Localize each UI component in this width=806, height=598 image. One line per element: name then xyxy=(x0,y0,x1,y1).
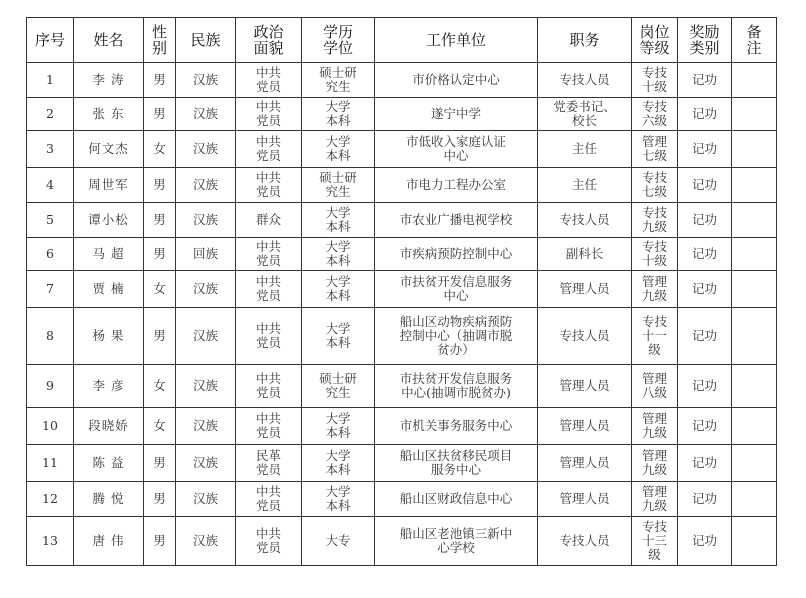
award-table xyxy=(26,17,777,566)
gender-cell: 女 xyxy=(144,131,176,168)
ethnicity-cell: 回族 xyxy=(176,238,236,271)
row-number: 3 xyxy=(27,131,74,168)
award-type-cell: 记功 xyxy=(678,63,732,98)
table-row xyxy=(27,517,777,566)
row-number: 10 xyxy=(27,408,74,445)
remarks-cell xyxy=(732,238,777,271)
header-cell: 奖励 类别 xyxy=(678,18,732,63)
work-unit-cell: 市低收入家庭认证 中心 xyxy=(375,131,538,168)
gender-cell: 女 xyxy=(144,365,176,408)
award-type-cell: 记功 xyxy=(678,445,732,482)
position-cell: 专技人员 xyxy=(538,308,632,365)
remarks-cell xyxy=(732,365,777,408)
person-name: 张 东 xyxy=(74,98,144,131)
ethnicity-cell: 汉族 xyxy=(176,63,236,98)
header-cell: 备 注 xyxy=(732,18,777,63)
position-cell: 专技人员 xyxy=(538,203,632,238)
grade-level-cell: 管理 九级 xyxy=(632,271,678,308)
award-type-cell: 记功 xyxy=(678,308,732,365)
grade-level-cell: 管理 九级 xyxy=(632,408,678,445)
row-number: 12 xyxy=(27,482,74,517)
row-number: 1 xyxy=(27,63,74,98)
political-status-cell: 中共 党员 xyxy=(236,238,302,271)
work-unit-cell: 船山区动物疾病预防 控制中心（抽调市脱 贫办） xyxy=(375,308,538,365)
remarks-cell xyxy=(732,98,777,131)
position-cell: 副科长 xyxy=(538,238,632,271)
gender-cell: 男 xyxy=(144,482,176,517)
ethnicity-cell: 汉族 xyxy=(176,482,236,517)
gender-cell: 男 xyxy=(144,517,176,566)
person-name: 贾 楠 xyxy=(74,271,144,308)
ethnicity-cell: 汉族 xyxy=(176,168,236,203)
remarks-cell xyxy=(732,203,777,238)
political-status-cell: 中共 党员 xyxy=(236,517,302,566)
work-unit-cell: 市农业广播电视学校 xyxy=(375,203,538,238)
political-status-cell: 中共 党员 xyxy=(236,98,302,131)
position-cell: 管理人员 xyxy=(538,271,632,308)
ethnicity-cell: 汉族 xyxy=(176,408,236,445)
education-cell: 大学 本科 xyxy=(302,203,375,238)
political-status-cell: 中共 党员 xyxy=(236,308,302,365)
person-name: 马 超 xyxy=(74,238,144,271)
award-type-cell: 记功 xyxy=(678,98,732,131)
award-type-cell: 记功 xyxy=(678,365,732,408)
remarks-cell xyxy=(732,131,777,168)
political-status-cell: 中共 党员 xyxy=(236,63,302,98)
gender-cell: 男 xyxy=(144,203,176,238)
work-unit-cell: 市扶贫开发信息服务 中心 xyxy=(375,271,538,308)
table-row xyxy=(27,238,777,271)
table-row xyxy=(27,408,777,445)
grade-level-cell: 管理 九级 xyxy=(632,482,678,517)
political-status-cell: 中共 党员 xyxy=(236,408,302,445)
person-name: 陈 益 xyxy=(74,445,144,482)
person-name: 杨 果 xyxy=(74,308,144,365)
table-row xyxy=(27,445,777,482)
position-cell: 专技人员 xyxy=(538,517,632,566)
header-cell: 岗位 等级 xyxy=(632,18,678,63)
gender-cell: 男 xyxy=(144,238,176,271)
position-cell: 管理人员 xyxy=(538,408,632,445)
header-cell: 民族 xyxy=(176,18,236,63)
award-type-cell: 记功 xyxy=(678,482,732,517)
row-number: 8 xyxy=(27,308,74,365)
grade-level-cell: 专技 九级 xyxy=(632,203,678,238)
grade-level-cell: 管理 八级 xyxy=(632,365,678,408)
ethnicity-cell: 汉族 xyxy=(176,517,236,566)
education-cell: 大学 本科 xyxy=(302,445,375,482)
position-cell: 管理人员 xyxy=(538,365,632,408)
header-cell: 姓名 xyxy=(74,18,144,63)
ethnicity-cell: 汉族 xyxy=(176,131,236,168)
ethnicity-cell: 汉族 xyxy=(176,271,236,308)
work-unit-cell: 船山区扶贫移民项目 服务中心 xyxy=(375,445,538,482)
work-unit-cell: 遂宁中学 xyxy=(375,98,538,131)
education-cell: 硕士研 究生 xyxy=(302,63,375,98)
political-status-cell: 群众 xyxy=(236,203,302,238)
gender-cell: 男 xyxy=(144,63,176,98)
table-row xyxy=(27,365,777,408)
person-name: 李 彦 xyxy=(74,365,144,408)
award-type-cell: 记功 xyxy=(678,131,732,168)
ethnicity-cell: 汉族 xyxy=(176,365,236,408)
grade-level-cell: 专技 十级 xyxy=(632,238,678,271)
header-cell: 学历 学位 xyxy=(302,18,375,63)
grade-level-cell: 专技 十三 级 xyxy=(632,517,678,566)
grade-level-cell: 专技 十级 xyxy=(632,63,678,98)
grade-level-cell: 管理 七级 xyxy=(632,131,678,168)
education-cell: 大学 本科 xyxy=(302,271,375,308)
work-unit-cell: 市价格认定中心 xyxy=(375,63,538,98)
education-cell: 大专 xyxy=(302,517,375,566)
work-unit-cell: 市扶贫开发信息服务 中心(抽调市脱贫办) xyxy=(375,365,538,408)
position-cell: 专技人员 xyxy=(538,63,632,98)
award-type-cell: 记功 xyxy=(678,408,732,445)
person-name: 何文杰 xyxy=(74,131,144,168)
work-unit-cell: 市疾病预防控制中心 xyxy=(375,238,538,271)
row-number: 6 xyxy=(27,238,74,271)
table-row xyxy=(27,131,777,168)
table-row xyxy=(27,308,777,365)
work-unit-cell: 船山区老池镇三新中 心学校 xyxy=(375,517,538,566)
row-number: 4 xyxy=(27,168,74,203)
header-cell: 工作单位 xyxy=(375,18,538,63)
education-cell: 大学 本科 xyxy=(302,131,375,168)
political-status-cell: 中共 党员 xyxy=(236,168,302,203)
remarks-cell xyxy=(732,271,777,308)
ethnicity-cell: 汉族 xyxy=(176,308,236,365)
remarks-cell xyxy=(732,482,777,517)
remarks-cell xyxy=(732,517,777,566)
education-cell: 大学 本科 xyxy=(302,98,375,131)
person-name: 唐 伟 xyxy=(74,517,144,566)
person-name: 段晓娇 xyxy=(74,408,144,445)
award-type-cell: 记功 xyxy=(678,168,732,203)
person-name: 腾 悦 xyxy=(74,482,144,517)
gender-cell: 女 xyxy=(144,271,176,308)
table-row xyxy=(27,271,777,308)
person-name: 谭小松 xyxy=(74,203,144,238)
position-cell: 党委书记、 校长 xyxy=(538,98,632,131)
header-cell: 政治 面貌 xyxy=(236,18,302,63)
gender-cell: 男 xyxy=(144,445,176,482)
remarks-cell xyxy=(732,445,777,482)
row-number: 5 xyxy=(27,203,74,238)
row-number: 7 xyxy=(27,271,74,308)
gender-cell: 男 xyxy=(144,308,176,365)
work-unit-cell: 船山区财政信息中心 xyxy=(375,482,538,517)
education-cell: 大学 本科 xyxy=(302,238,375,271)
header-cell: 序号 xyxy=(27,18,74,63)
position-cell: 主任 xyxy=(538,168,632,203)
table-row xyxy=(27,98,777,131)
table-row xyxy=(27,63,777,98)
grade-level-cell: 专技 十一 级 xyxy=(632,308,678,365)
gender-cell: 女 xyxy=(144,408,176,445)
ethnicity-cell: 汉族 xyxy=(176,98,236,131)
ethnicity-cell: 汉族 xyxy=(176,203,236,238)
person-name: 周世军 xyxy=(74,168,144,203)
remarks-cell xyxy=(732,308,777,365)
row-number: 11 xyxy=(27,445,74,482)
gender-cell: 男 xyxy=(144,168,176,203)
position-cell: 管理人员 xyxy=(538,482,632,517)
work-unit-cell: 市电力工程办公室 xyxy=(375,168,538,203)
ethnicity-cell: 汉族 xyxy=(176,445,236,482)
education-cell: 大学 本科 xyxy=(302,482,375,517)
remarks-cell xyxy=(732,168,777,203)
political-status-cell: 民革 党员 xyxy=(236,445,302,482)
position-cell: 管理人员 xyxy=(538,445,632,482)
row-number: 9 xyxy=(27,365,74,408)
political-status-cell: 中共 党员 xyxy=(236,271,302,308)
row-number: 2 xyxy=(27,98,74,131)
table-row xyxy=(27,203,777,238)
education-cell: 大学 本科 xyxy=(302,308,375,365)
political-status-cell: 中共 党员 xyxy=(236,365,302,408)
education-cell: 大学 本科 xyxy=(302,408,375,445)
grade-level-cell: 专技 七级 xyxy=(632,168,678,203)
remarks-cell xyxy=(732,63,777,98)
grade-level-cell: 专技 六级 xyxy=(632,98,678,131)
table-row xyxy=(27,482,777,517)
row-number: 13 xyxy=(27,517,74,566)
header-cell: 职务 xyxy=(538,18,632,63)
gender-cell: 男 xyxy=(144,98,176,131)
award-type-cell: 记功 xyxy=(678,238,732,271)
grade-level-cell: 管理 九级 xyxy=(632,445,678,482)
person-name: 李 涛 xyxy=(74,63,144,98)
work-unit-cell: 市机关事务服务中心 xyxy=(375,408,538,445)
remarks-cell xyxy=(732,408,777,445)
political-status-cell: 中共 党员 xyxy=(236,131,302,168)
award-type-cell: 记功 xyxy=(678,203,732,238)
education-cell: 硕士研 究生 xyxy=(302,365,375,408)
position-cell: 主任 xyxy=(538,131,632,168)
header-row xyxy=(27,18,777,63)
political-status-cell: 中共 党员 xyxy=(236,482,302,517)
award-type-cell: 记功 xyxy=(678,517,732,566)
education-cell: 硕士研 究生 xyxy=(302,168,375,203)
award-type-cell: 记功 xyxy=(678,271,732,308)
header-cell: 性 别 xyxy=(144,18,176,63)
table-row xyxy=(27,168,777,203)
